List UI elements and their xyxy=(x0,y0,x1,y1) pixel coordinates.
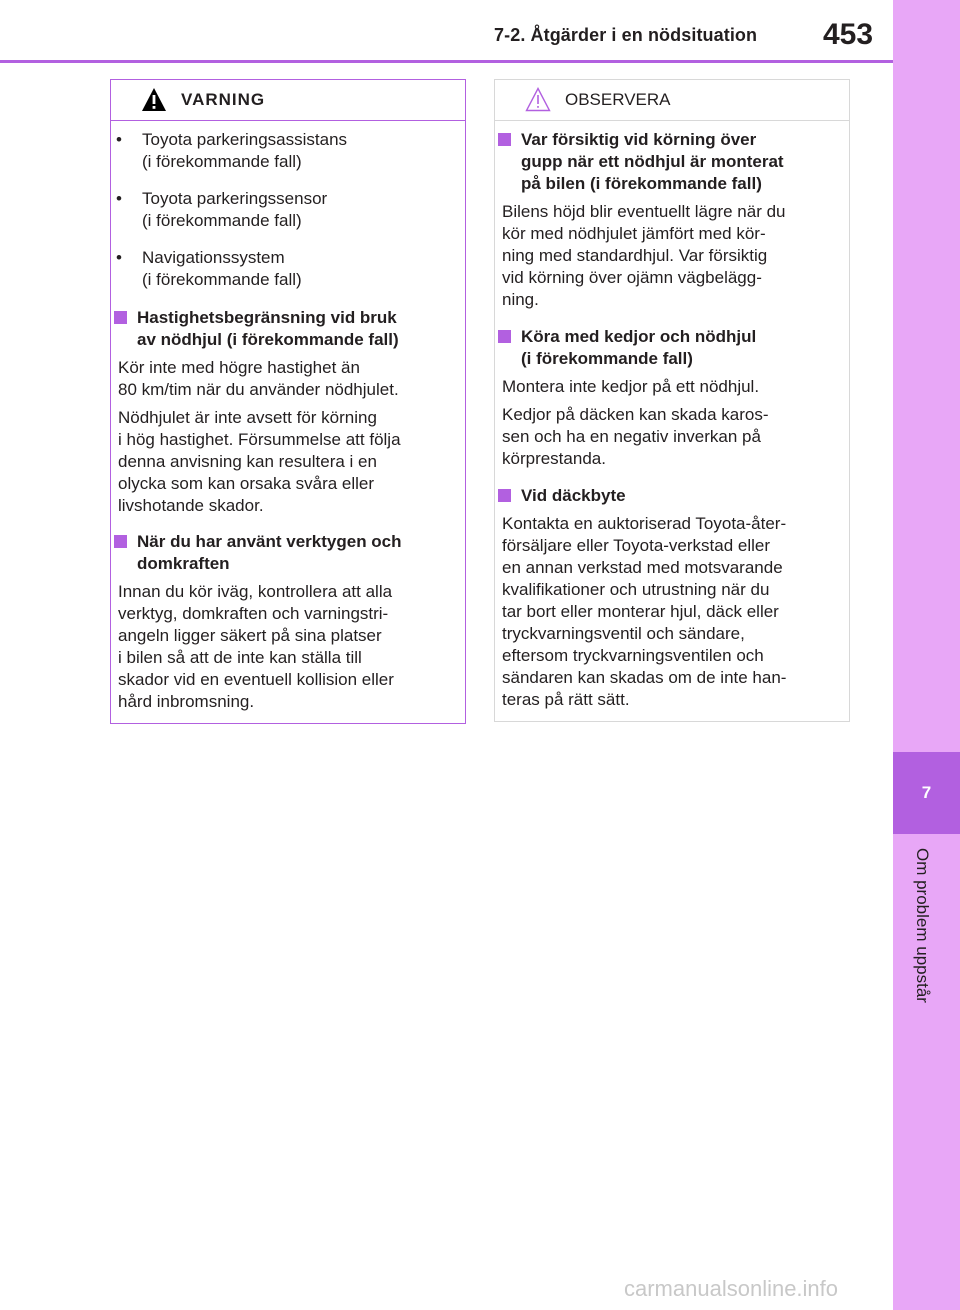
square-bullet-icon xyxy=(114,311,127,324)
paragraph: Kedjor på däcken kan skada karos- sen och ha en negativ inverkan på körprestanda. xyxy=(502,405,769,468)
note-header xyxy=(495,80,849,121)
section-heading: Var försiktig vid körning över gupp när ett nödhjul är monterat på bilen (i förekommande fall) xyxy=(495,129,849,195)
chapter-label: Om problem uppstår xyxy=(913,848,932,1003)
square-bullet-icon xyxy=(498,330,511,343)
bullet-dot: • xyxy=(116,189,122,208)
list-item: • Toyota parkeringsassistans (i förekommande fall) xyxy=(116,130,348,171)
section-heading: Köra med kedjor och nödhjul (i förekommande fall) xyxy=(495,326,849,370)
chapter-number: 7 xyxy=(893,752,960,834)
warning-triangle-icon xyxy=(141,87,167,112)
paragraph: Kontakta en auktoriserad Toyota-åter- försäljare eller Toyota-verkstad eller en annan verkstad med motsvarande kvalifikationer och utrustning när du tar bort eller monterar hjul, däck eller tryckvarningsventil och sändare, eftersom tryckvarningsventilen och sändaren kan skadas om de inte han- teras på rätt sätt. xyxy=(502,514,787,709)
paragraph: Innan du kör iväg, kontrollera att alla verktyg, domkraften och varningstri- angeln ligger säkert på sina platser i bilen så att de inte kan ställa till skador vid en eventuell kollision eller hård inbromsning. xyxy=(118,582,394,711)
list-item: • Toyota parkeringssensor (i förekommande fall) xyxy=(116,189,328,230)
page-number: 453 xyxy=(823,18,874,51)
bullet-dot: • xyxy=(116,130,122,149)
paragraph: Montera inte kedjor på ett nödhjul. xyxy=(502,377,760,396)
paragraph: Bilens höjd blir eventuellt lägre när du kör med nödhjulet jämfört med kör- ning med standardhjul. Var försiktig vid körning över ojämn vägbelägg- ning. xyxy=(502,202,786,309)
watermark: carmanualsonline.info xyxy=(624,1276,839,1301)
header-divider xyxy=(0,60,893,63)
square-bullet-icon xyxy=(114,535,127,548)
warning-title: VARNING xyxy=(181,90,266,109)
section-heading: Vid däckbyte xyxy=(495,485,849,507)
section-title: 7-2. Åtgärder i en nödsituation xyxy=(494,25,758,45)
warning-box xyxy=(110,79,466,724)
chapter-side-tab xyxy=(893,0,960,1310)
note-box xyxy=(494,79,850,722)
note-title: OBSERVERA xyxy=(565,90,671,109)
square-bullet-icon xyxy=(498,133,511,146)
paragraph: Nödhjulet är inte avsett för körning i hög hastighet. Försummelse att följa denna anvisning kan resultera i en olycka som kan orsaka svåra eller livshotande skador. xyxy=(118,408,401,515)
section-heading: Hastighetsbegränsning vid bruk av nödhjul (i förekommande fall) xyxy=(111,307,465,351)
square-bullet-icon xyxy=(498,489,511,502)
section-heading: När du har använt verktygen och domkraften xyxy=(111,531,465,575)
bullet-dot: • xyxy=(116,248,122,267)
list-item: • Navigationssystem (i förekommande fall) xyxy=(116,248,302,289)
warning-header xyxy=(111,80,465,121)
caution-triangle-icon xyxy=(525,87,551,112)
paragraph: Kör inte med högre hastighet än 80 km/tim när du använder nödhjulet. xyxy=(118,358,399,399)
